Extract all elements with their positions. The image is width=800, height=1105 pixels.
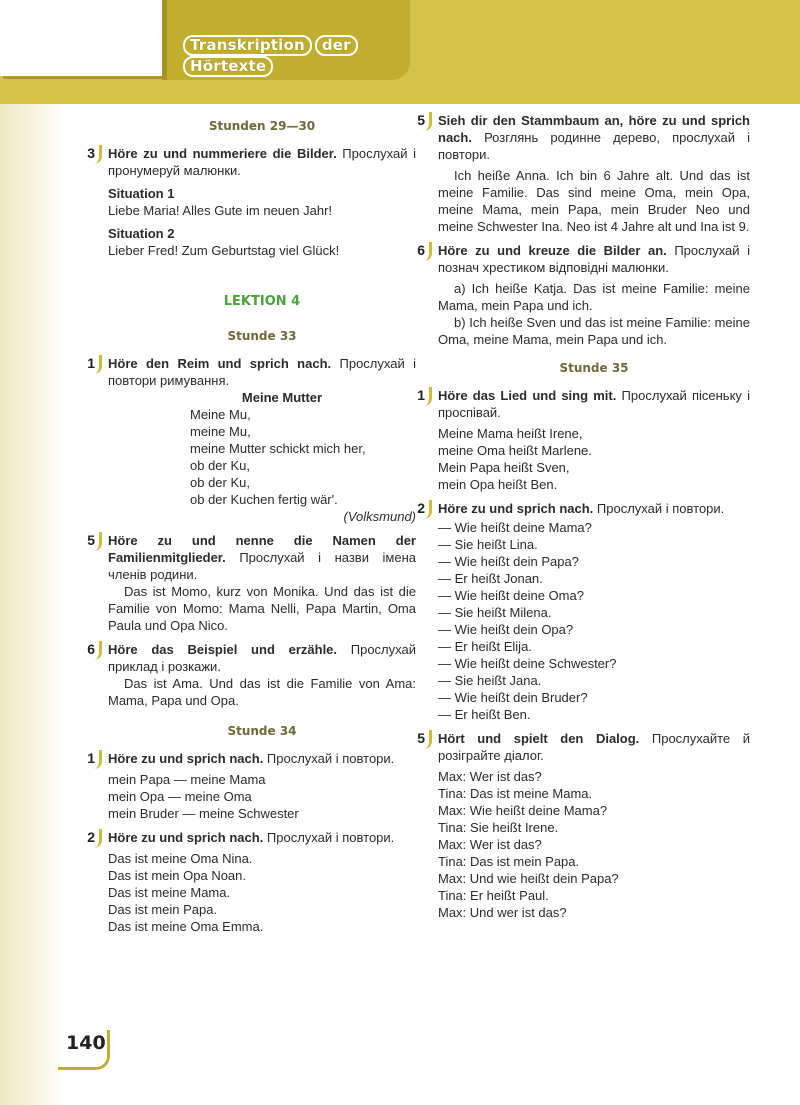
task-number: 5	[414, 730, 432, 749]
situation-title: Situation 2	[108, 226, 175, 241]
task-6	[417, 242, 750, 348]
text-line: Das ist mein Opa Noan.	[108, 868, 247, 883]
task-3	[87, 145, 416, 259]
text-line: Tina: Das ist mein Papa.	[438, 854, 580, 869]
section-heading: Stunde 34	[227, 724, 297, 738]
situation-text: Liebe Maria! Alles Gute im neuen Jahr!	[108, 203, 333, 218]
situation-title: Situation 1	[108, 186, 175, 201]
text-line: — Wie heißt dein Bruder?	[438, 690, 588, 705]
poem-line: ob der Kuchen fertig wär'.	[190, 492, 338, 507]
task-number: 2	[84, 829, 102, 848]
dialog-lines	[438, 519, 750, 723]
text-line: Max: Wie heißt deine Mama?	[438, 803, 608, 818]
page-number: 140	[66, 1032, 106, 1054]
task-2	[417, 500, 750, 723]
header-title-tab	[162, 0, 410, 80]
poem-line: Meine Mu,	[190, 407, 251, 422]
text-line: mein Opa heißt Ben.	[438, 477, 558, 492]
text-line: Das ist mein Papa.	[108, 902, 218, 917]
section-heading: Stunde 33	[227, 329, 297, 343]
text-line: — Wie heißt deine Schwester?	[438, 656, 617, 671]
text-line: Meine Mama heißt Irene,	[438, 426, 583, 441]
task-instruction: Höre den Reim und sprich nach. Прослухай і повтори римування.	[108, 356, 416, 388]
text-line: — Wie heißt deine Mama?	[438, 520, 592, 535]
text-line: mein Bruder — meine Schwester	[108, 806, 299, 821]
text-line: — Er heißt Ben.	[438, 707, 531, 722]
task-1	[87, 355, 416, 525]
task-text: b) Ich heiße Sven und das ist meine Familie: meine Oma, meine Mama, mein Papa und ich.	[438, 315, 750, 347]
text-line: — Sie heißt Milena.	[438, 605, 552, 620]
task-1	[417, 387, 750, 493]
text-line: meine Oma heißt Marlene.	[438, 443, 592, 458]
text-line: Max: Wer ist das?	[438, 769, 542, 784]
task-instruction: Höre zu und nummeriere die Bilder. Прослухай і пронумеруй малюнки.	[108, 146, 416, 178]
page-margin-strip	[0, 0, 62, 1105]
text-line: mein Papa — meine Mama	[108, 772, 266, 787]
task-instruction: Hört und spielt den Dialog. Прослухайте й розіграйте діалог.	[438, 731, 751, 763]
poem-line: ob der Ku,	[190, 458, 250, 473]
lektion-heading: LEKTION 4	[223, 294, 301, 309]
text-line: Mein Papa heißt Sven,	[438, 460, 570, 475]
task-lines	[108, 771, 416, 822]
poem-line: meine Mu,	[190, 424, 251, 439]
task-lines	[108, 850, 416, 935]
text-line: Max: Und wer ist das?	[438, 905, 567, 920]
text-line: — Wie heißt dein Papa?	[438, 554, 579, 569]
right-column	[417, 112, 751, 928]
task-text: Ich heiße Anna. Ich bin 6 Jahre alt. Und das ist meine Familie. Das sind meine Oma, mein Opa, meine Mama, mein Papa, mein Bruder Neo und meine Schwester Ina. Neo ist 4 Jahre alt und Ina ist 9.	[438, 168, 750, 234]
left-column	[87, 112, 416, 942]
task-text: Das ist Momo, kurz von Monika. Und das ist die Familie von Momo: Mama Nelli, Papa Martin, Oma Paula und Opa Nico.	[108, 584, 416, 633]
task-number: 1	[84, 355, 102, 374]
dialog-lines	[438, 768, 750, 921]
poem	[190, 406, 416, 508]
task-number: 6	[414, 242, 432, 261]
task-instruction: Höre zu und sprich nach. Прослухай і повтори.	[108, 830, 395, 845]
task-5	[417, 730, 751, 921]
task-number: 5	[84, 532, 102, 551]
text-line: — Er heißt Elija.	[438, 639, 532, 654]
task-instruction: Höre zu und kreuze die Bilder an. Прослухай і познач хрестиком відповідні малюнки.	[438, 243, 750, 275]
text-line: Tina: Das ist meine Mama.	[438, 786, 593, 801]
song-lines	[438, 425, 750, 493]
task-number: 1	[414, 387, 432, 406]
poem-source: (Volksmund)	[343, 509, 416, 524]
text-line: — Wie heißt deine Oma?	[438, 588, 584, 603]
text-line: Das ist meine Oma Emma.	[108, 919, 264, 934]
situation-text: Lieber Fred! Zum Geburtstag viel Glück!	[108, 243, 340, 258]
poem-line: meine Mutter schickt mich her,	[190, 441, 366, 456]
task-number: 5	[414, 112, 432, 131]
section-heading: Stunde 35	[559, 361, 629, 375]
header-title: Transkription derHörtexte	[183, 35, 410, 77]
task-number: 6	[84, 641, 102, 660]
text-line: mein Opa — meine Oma	[108, 789, 252, 804]
text-line: Max: Und wie heißt dein Papa?	[438, 871, 619, 886]
poem-line: ob der Ku,	[190, 475, 250, 490]
task-5	[417, 112, 750, 235]
text-line: — Wie heißt dein Opa?	[438, 622, 574, 637]
task-5	[87, 532, 416, 634]
task-number: 2	[414, 500, 432, 519]
task-instruction: Höre zu und sprich nach. Прослухай і повтори.	[438, 501, 725, 516]
task-text: a) Ich heiße Katja. Das ist meine Familie: meine Mama, mein Papa und ich.	[438, 281, 750, 313]
text-line: Max: Wer ist das?	[438, 837, 542, 852]
task-6	[87, 641, 416, 709]
text-line: Das ist meine Oma Nina.	[108, 851, 253, 866]
task-number: 3	[84, 145, 102, 164]
task-2	[87, 829, 416, 935]
task-instruction: Höre zu und sprich nach. Прослухай і повтори.	[108, 751, 395, 766]
text-line: Das ist meine Mama.	[108, 885, 231, 900]
task-instruction: Sieh dir den Stammbaum an, höre zu und sprich nach. Розглянь родинне дерево, прослухай і повтори.	[438, 113, 750, 162]
text-line: Tina: Sie heißt Irene.	[438, 820, 559, 835]
task-number: 1	[84, 750, 102, 769]
task-1	[87, 750, 416, 822]
section-heading: Stunden 29—30	[208, 119, 316, 133]
text-line: — Sie heißt Jana.	[438, 673, 542, 688]
text-line: — Er heißt Jonan.	[438, 571, 543, 586]
poem-title: Meine Mutter	[241, 390, 323, 405]
task-text: Das ist Ama. Und das ist die Familie von Ama: Mama, Papa und Opa.	[108, 676, 416, 708]
text-line: Tina: Er heißt Paul.	[438, 888, 549, 903]
task-instruction: Höre das Beispiel und erzähle. Прослухай приклад і розкажи.	[108, 642, 416, 674]
text-line: — Sie heißt Lina.	[438, 537, 538, 552]
task-instruction: Höre das Lied und sing mit. Прослухай пісеньку і проспівай.	[438, 388, 750, 420]
task-instruction: Höre zu und nenne die Namen der Familienmitglieder. Прослухай і назви імена членів родини.	[108, 533, 416, 582]
